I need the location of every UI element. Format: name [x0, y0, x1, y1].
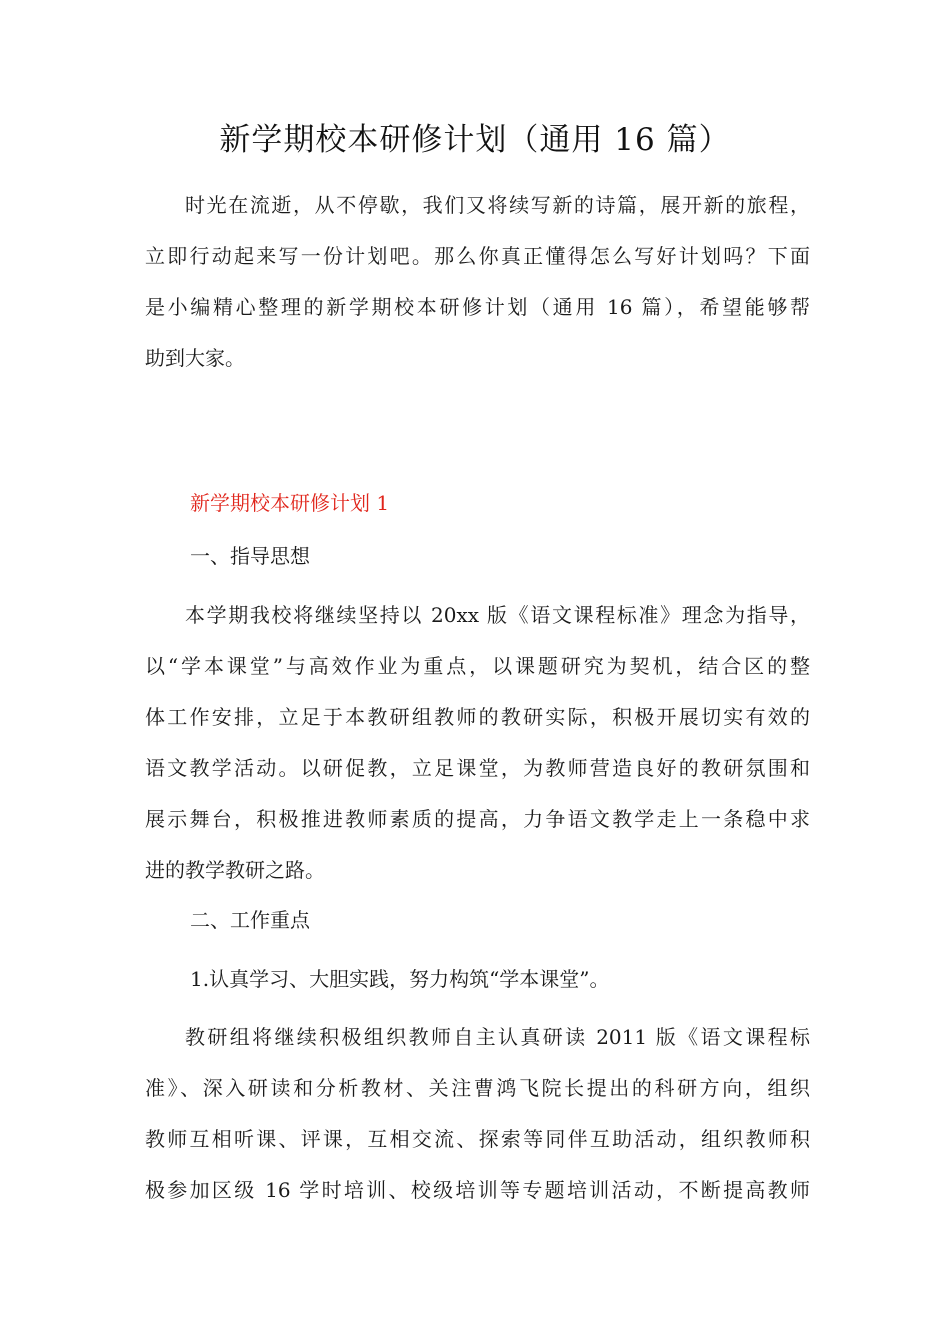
- heading-work-focus: 二、工作重点: [190, 908, 310, 932]
- intro-line: 助到大家。: [145, 346, 245, 370]
- guiding-line: 以“学本课堂”与高效作业为重点，以课题研究为契机，结合区的整: [145, 654, 810, 678]
- section-title: 新学期校本研修计划 1: [190, 491, 390, 515]
- intro-line: 是小编精心整理的新学期校本研修计划（通用 16 篇），希望能够帮: [145, 295, 810, 319]
- item-1-line: 教师互相听课、评课，互相交流、探索等同伴互助活动，组织教师积: [145, 1127, 810, 1151]
- intro-line: 时光在流逝，从不停歇，我们又将续写新的诗篇，展开新的旅程，: [185, 193, 810, 217]
- guiding-line: 语文教学活动。以研促教，立足课堂，为教师营造良好的教研氛围和: [145, 756, 810, 780]
- item-1-heading: 1.认真学习、大胆实践，努力构筑“学本课堂”。: [190, 967, 610, 991]
- item-1-line: 极参加区级 16 学时培训、校级培训等专题培训活动，不断提高教师: [145, 1178, 810, 1202]
- guiding-line: 体工作安排，立足于本教研组教师的教研实际，积极开展切实有效的: [145, 705, 810, 729]
- item-1-paragraph: [145, 1012, 810, 1216]
- item-1-line: 教研组将继续积极组织教师自主认真研读 2011 版《语文课程标: [185, 1025, 810, 1049]
- guiding-line: 进的教学教研之路。: [145, 858, 325, 882]
- guiding-line: 展示舞台，积极推进教师素质的提高，力争语文教学走上一条稳中求: [145, 807, 810, 831]
- guiding-line: 本学期我校将继续坚持以 20xx 版《语文课程标准》理念为指导，: [185, 603, 810, 627]
- document-title: 新学期校本研修计划（通用 16 篇）: [219, 122, 731, 158]
- intro-paragraph: [145, 180, 810, 384]
- intro-line: 立即行动起来写一份计划吧。那么你真正懂得怎么写好计划吗？下面: [145, 244, 810, 268]
- item-1-line: 准》、深入研读和分析教材、关注曹鸿飞院长提出的科研方向，组织: [145, 1076, 810, 1100]
- heading-guiding-ideology: 一、指导思想: [190, 544, 310, 568]
- guiding-paragraph: [145, 590, 810, 896]
